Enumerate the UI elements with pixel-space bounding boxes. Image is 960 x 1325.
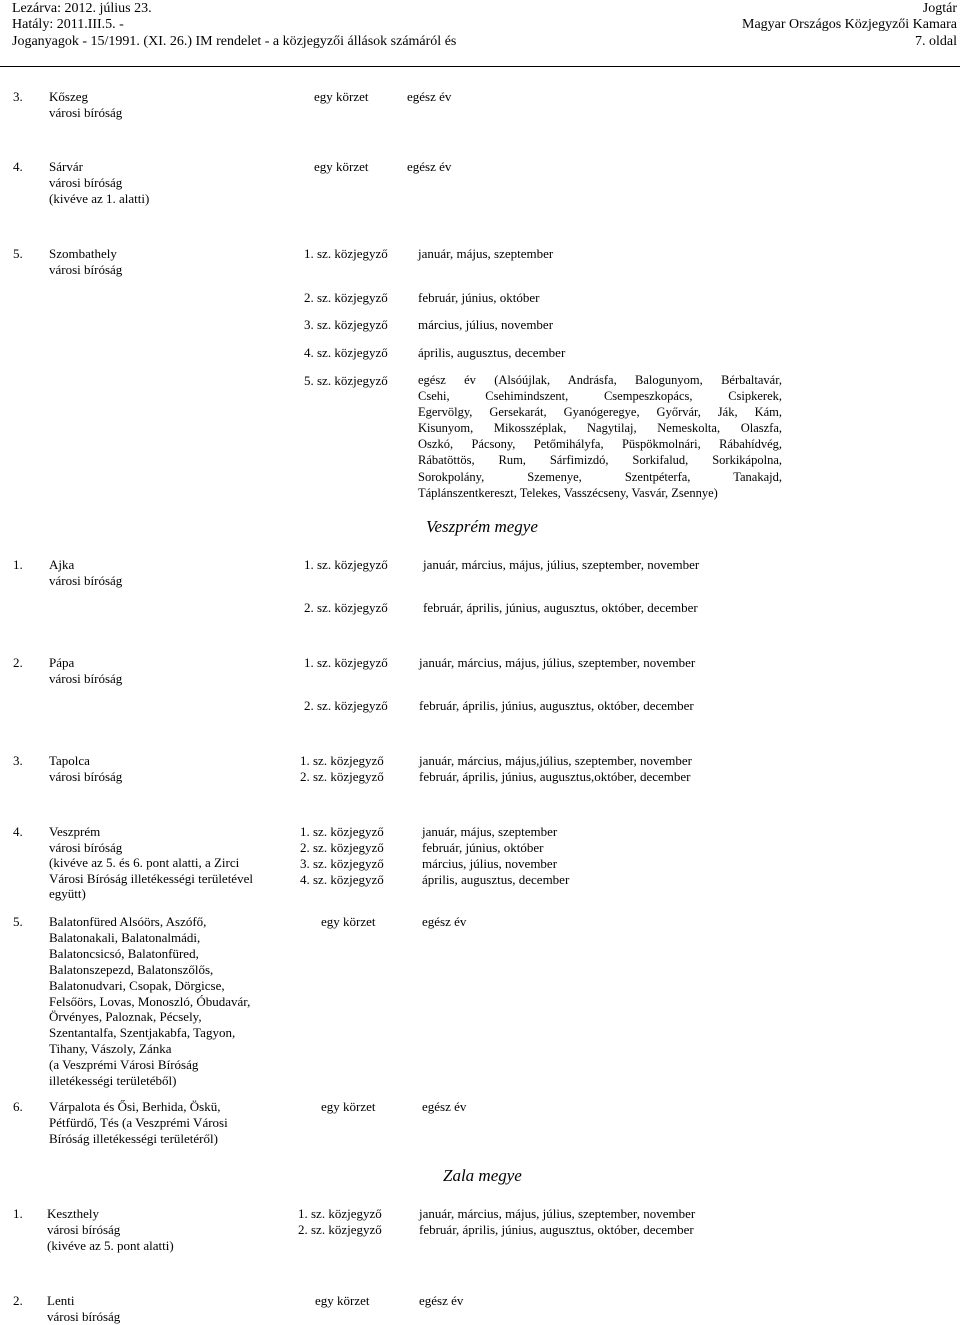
notary-label: 2. sz. közjegyző — [304, 290, 388, 305]
entry-number: 2. — [13, 1293, 23, 1308]
entry-number: 4. — [13, 824, 23, 839]
notary-label: 4. sz. közjegyző — [300, 872, 384, 887]
entry-description: Veszprém városi bíróság (kivéve az 5. és 6. pont alatti, a Zirci Városi Bíróság illetékességi területével együtt) — [49, 824, 253, 902]
notary-months: január, március, május, július, szeptember, november — [419, 655, 696, 670]
entry-name: Pápa — [49, 655, 75, 670]
notary-label: 1. sz. közjegyző — [304, 655, 388, 670]
notary-label: 2. sz. közjegyző — [300, 769, 384, 784]
entry-court: városi bíróság — [49, 175, 123, 190]
entry-court: városi bíróság — [49, 105, 123, 120]
entry-court: városi bíróság — [49, 769, 123, 784]
notary-months: január, március, május, július, szeptember, november — [423, 557, 700, 572]
entry-court: városi bíróság — [47, 1309, 121, 1324]
entry-period: egész év — [422, 914, 467, 929]
notary-months: február, április, június, augusztus, október, december — [419, 1222, 694, 1237]
entry-number: 3. — [13, 89, 23, 104]
entry-district: egy körzet — [321, 1099, 376, 1114]
notary-months: március, július, november — [422, 856, 558, 871]
notary-label: 5. sz. közjegyző — [304, 373, 388, 388]
notary-label: 4. sz. közjegyző — [304, 345, 388, 360]
entry-court: városi bíróság — [49, 262, 123, 277]
header-publisher: Magyar Országos Közjegyzői Kamara — [742, 17, 957, 32]
county-heading: Veszprém megye — [426, 517, 538, 536]
entry-number: 5. — [13, 246, 23, 261]
entry-exception: (kivéve az 5. pont alatti) — [47, 1238, 174, 1253]
entry-district: egy körzet — [321, 914, 376, 929]
entry-name: Szombathely — [49, 246, 117, 261]
entry-description: Balatonfüred Alsóörs, Aszófő, Balatonakali, Balatonalmádi, Balatoncsicsó, Balatonfüred, Balatonszepezd, Balatonszőlős, Balatonudvari, Csopak, Dörgicse, Felsőörs, Lovas, Monoszló, Óbudavár, Örvényes, Paloznak, Pécsely, Szentantalfa, Szentjakabfa, Tagyon, Tihany, Vászoly, Zánka (a Veszprémi Városi Bíróság illetékességi területéből) — [49, 914, 251, 1089]
notary-label: 2. sz. közjegyző — [304, 600, 388, 615]
entry-name: Kőszeg — [49, 89, 88, 104]
notary-months: február, június, október — [418, 290, 540, 305]
entry-court: városi bíróság — [49, 573, 123, 588]
entry-name: Lenti — [47, 1293, 75, 1308]
notary-villages: egész év (Alsóújlak, Andrásfa, Balogunyom, Bérbaltavár, Csehi, Csehimindszent, Csempeszkopács, Csipkerek, Egervölgy, Gersekarát, Gyanógeregye, Győrvár, Ják, Kám, Kisunyom, Mikosszéplak, Nagytilaj, Nemeskolta, Olaszfa, Oszkó, Pácsony, Petőmihályfa, Püspökmolnári, Rábahídvég, Rábatöttös, Rum, Sárfimizdó, Sorkifalud, Sorkikápolna, Sorokpolány, Szemenye, Szentpéterfa, Tanakajd, Táplánszentkereszt, Telekes, Vasszécseny, Vasvár, Zsennye) — [418, 373, 782, 500]
notary-months: április, augusztus, december — [418, 345, 566, 360]
notary-label: 2. sz. közjegyző — [298, 1222, 382, 1237]
notary-label: 1. sz. közjegyző — [300, 824, 384, 839]
entry-name: Tapolca — [49, 753, 90, 768]
entry-period: egész év — [422, 1099, 467, 1114]
notary-label: 1. sz. közjegyző — [304, 557, 388, 572]
notary-months: február, április, június, augusztus, október, december — [419, 698, 694, 713]
header-effect: Hatály: 2011.III.5. - — [12, 17, 124, 32]
notary-months: február, június, október — [422, 840, 544, 855]
notary-label: 2. sz. közjegyző — [304, 698, 388, 713]
entry-number: 5. — [13, 914, 23, 929]
notary-months: február, április, június, augusztus,október, december — [419, 769, 691, 784]
entry-district: egy körzet — [314, 89, 369, 104]
notary-label: 1. sz. közjegyző — [300, 753, 384, 768]
entry-period: egész év — [407, 159, 452, 174]
entry-name: Ajka — [49, 557, 75, 572]
entry-number: 3. — [13, 753, 23, 768]
notary-label: 2. sz. közjegyző — [300, 840, 384, 855]
entry-district: egy körzet — [314, 159, 369, 174]
entry-period: egész év — [407, 89, 452, 104]
notary-months: január, május, szeptember — [422, 824, 558, 839]
county-heading: Zala megye — [443, 1166, 522, 1185]
notary-label: 1. sz. közjegyző — [304, 246, 388, 261]
notary-months: január, május, szeptember — [418, 246, 554, 261]
entry-number: 1. — [13, 557, 23, 572]
entry-period: egész év — [419, 1293, 464, 1308]
entry-number: 6. — [13, 1099, 23, 1114]
entry-name: Sárvár — [49, 159, 83, 174]
notary-label: 3. sz. közjegyző — [300, 856, 384, 871]
notary-months: március, július, november — [418, 317, 554, 332]
entry-number: 1. — [13, 1206, 23, 1221]
header-date-closed: Lezárva: 2012. július 23. — [12, 1, 152, 16]
entry-number: 2. — [13, 655, 23, 670]
header-page-number: 7. oldal — [915, 34, 957, 49]
entry-number: 4. — [13, 159, 23, 174]
entry-district: egy körzet — [315, 1293, 370, 1308]
header-divider — [0, 66, 960, 67]
header-document-title: Joganyagok - 15/1991. (XI. 26.) IM rendelet - a közjegyzői állások számáról és — [12, 34, 457, 49]
entry-description: Várpalota és Ősi, Berhida, Öskü, Pétfürdő, Tés (a Veszprémi Városi Bíróság illetékességi területéről) — [49, 1099, 228, 1146]
notary-label: 3. sz. közjegyző — [304, 317, 388, 332]
notary-months: január, március, május,július, szeptember, november — [419, 753, 692, 768]
entry-court: városi bíróság — [47, 1222, 121, 1237]
entry-court: városi bíróság — [49, 671, 123, 686]
notary-months: február, április, június, augusztus, október, december — [423, 600, 698, 615]
entry-name: Keszthely — [47, 1206, 99, 1221]
notary-months: január, március, május, július, szeptember, november — [419, 1206, 696, 1221]
header-source: Jogtár — [922, 1, 957, 16]
entry-exception: (kivéve az 1. alatti) — [49, 191, 150, 206]
notary-months: április, augusztus, december — [422, 872, 570, 887]
notary-label: 1. sz. közjegyző — [298, 1206, 382, 1221]
